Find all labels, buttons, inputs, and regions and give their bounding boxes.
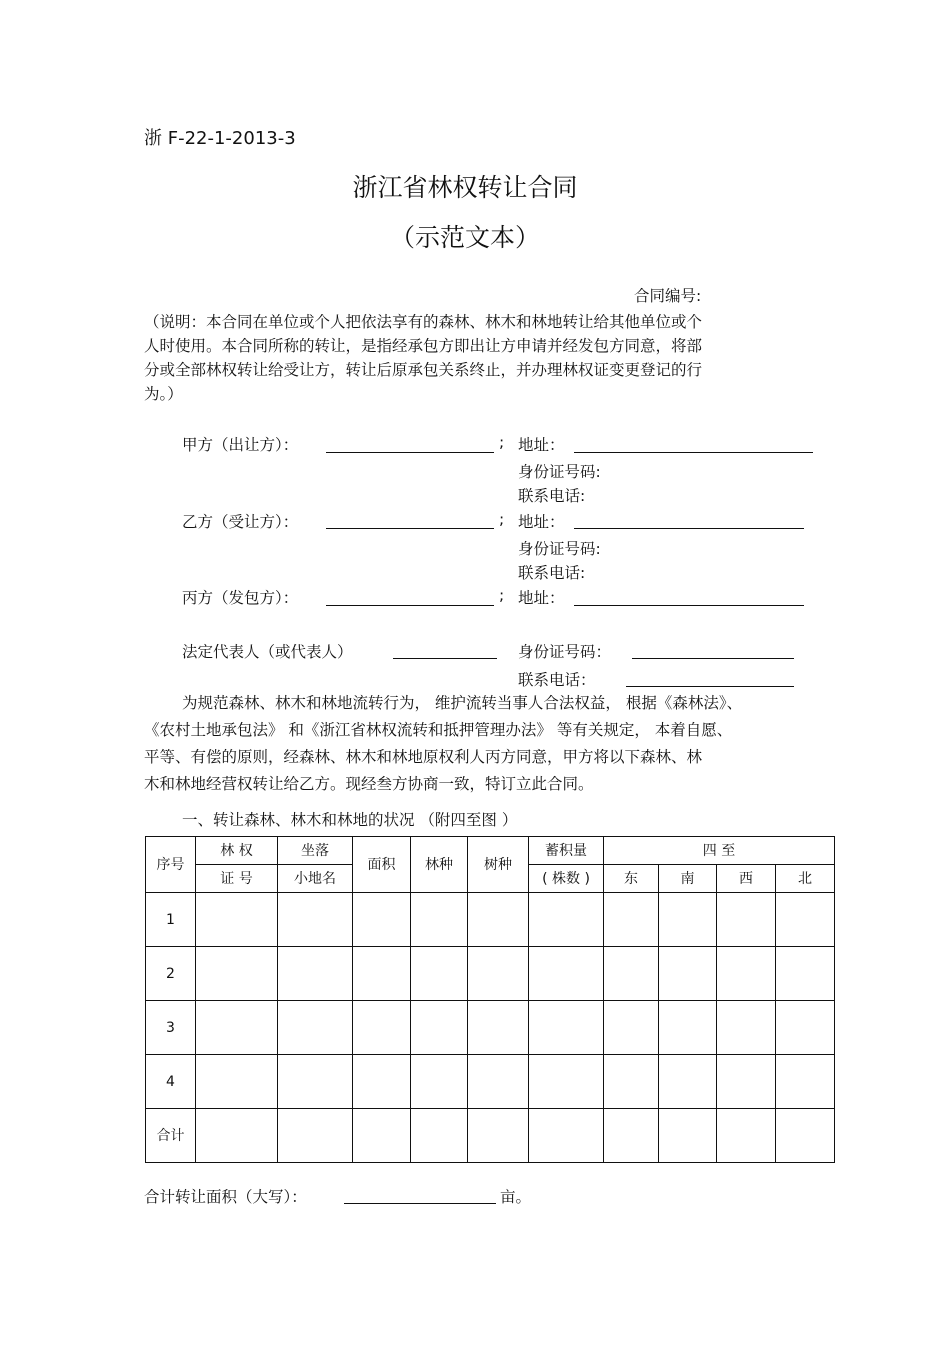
paragraph-line: 木和林地经营权转让给乙方。现经叁方协商一致，特订立此合同。 — [144, 775, 594, 793]
table-cell[interactable] — [659, 1109, 717, 1163]
total-area-field[interactable] — [344, 1203, 496, 1204]
table-cell[interactable] — [411, 947, 468, 1001]
table-cell[interactable] — [529, 1001, 604, 1055]
table-cell[interactable] — [353, 1055, 411, 1109]
table-cell[interactable] — [411, 1109, 468, 1163]
table-cell[interactable] — [411, 893, 468, 947]
header-west: 西 — [717, 865, 776, 893]
header-cert-line2: 证 号 — [196, 865, 278, 893]
legal-rep-field[interactable] — [393, 658, 497, 659]
table-cell[interactable] — [529, 1109, 604, 1163]
row-index: 2 — [146, 947, 196, 1001]
document-title: 浙江省林权转让合同 — [352, 173, 578, 202]
total-area-unit: 亩。 — [500, 1188, 532, 1206]
header-location-line2: 小地名 — [278, 865, 353, 893]
paragraph-line: 为规范森林、林木和林地流转行为， 维护流转当事人合法权益， 根据《森林法》、 — [182, 694, 743, 712]
table-cell[interactable] — [353, 893, 411, 947]
table-cell[interactable] — [604, 1109, 659, 1163]
table-cell[interactable] — [776, 1109, 835, 1163]
header-north: 北 — [776, 865, 835, 893]
table-cell[interactable] — [353, 1001, 411, 1055]
header-location-line1: 坐落 — [278, 837, 353, 865]
table-row — [146, 1055, 835, 1109]
row-index: 3 — [146, 1001, 196, 1055]
table-cell[interactable] — [776, 893, 835, 947]
table-cell[interactable] — [717, 1109, 776, 1163]
table-cell[interactable] — [468, 947, 529, 1001]
table-cell[interactable] — [529, 1055, 604, 1109]
party-a-id-label: 身份证号码: — [518, 463, 601, 481]
header-south: 南 — [659, 865, 717, 893]
table-cell[interactable] — [468, 1001, 529, 1055]
table-cell[interactable] — [659, 947, 717, 1001]
table-cell[interactable] — [776, 947, 835, 1001]
total-area-label: 合计转让面积（大写）： — [144, 1188, 307, 1206]
table-cell[interactable] — [278, 947, 353, 1001]
document-code: 浙 F-22-1-2013-3 — [144, 128, 296, 149]
header-seq: 序号 — [146, 837, 196, 893]
party-c-label: 丙方（发包方）： — [182, 589, 299, 607]
party-b-name-field[interactable] — [326, 528, 494, 529]
table-cell[interactable] — [604, 893, 659, 947]
paragraph-line: 《农村土地承包法》 和《浙江省林权流转和抵押管理办法》 等有关规定， 本着自愿、 — [144, 721, 733, 739]
party-b-address-label: 地址： — [518, 513, 565, 531]
forest-status-table — [145, 836, 835, 1163]
header-cert-line1: 林 权 — [196, 837, 278, 865]
table-cell[interactable] — [659, 893, 717, 947]
legal-rep-label: 法定代表人（或代表人） — [182, 643, 353, 661]
table-cell[interactable] — [659, 1001, 717, 1055]
party-a-label: 甲方（出让方）： — [182, 436, 299, 454]
table-cell[interactable] — [659, 1055, 717, 1109]
header-volume-line2: ( 株数 ) — [529, 865, 604, 893]
header-area: 面积 — [353, 837, 411, 893]
explanation-note — [144, 310, 794, 406]
table-cell[interactable] — [196, 1055, 278, 1109]
table-row — [146, 1001, 835, 1055]
table-cell[interactable] — [196, 893, 278, 947]
document-subtitle: （示范文本） — [389, 223, 540, 252]
table-cell[interactable] — [529, 947, 604, 1001]
note-line: （说明：本合同在单位或个人把依法享有的森林、林木和林地转让给其他单位或个 — [144, 313, 703, 331]
table-row — [146, 947, 835, 1001]
party-c-name-field[interactable] — [326, 605, 494, 606]
legal-rep-phone-label: 联系电话： — [518, 671, 596, 689]
note-line: 人时使用。本合同所称的转让，是指经承包方即出让方申请并经发包方同意，将部 — [144, 337, 703, 355]
table-row — [146, 893, 835, 947]
party-c-address-label: 地址： — [518, 589, 565, 607]
legal-rep-id-label: 身份证号码： — [518, 643, 612, 661]
table-cell[interactable] — [196, 947, 278, 1001]
table-cell[interactable] — [278, 893, 353, 947]
table-row-total — [146, 1109, 835, 1163]
table-cell[interactable] — [411, 1001, 468, 1055]
table-cell[interactable] — [353, 1109, 411, 1163]
party-a-address-label: 地址： — [518, 436, 565, 454]
party-a-address-field[interactable] — [574, 452, 813, 453]
table-cell[interactable] — [468, 1055, 529, 1109]
table-cell[interactable] — [196, 1001, 278, 1055]
table-cell[interactable] — [468, 893, 529, 947]
party-b-address-field[interactable] — [574, 528, 804, 529]
party-a-phone-label: 联系电话: — [518, 487, 586, 505]
table-cell[interactable] — [278, 1001, 353, 1055]
legal-rep-phone-field[interactable] — [626, 686, 794, 687]
header-volume-line1: 蓄积量 — [529, 837, 604, 865]
table-cell[interactable] — [468, 1109, 529, 1163]
row-index: 合计 — [146, 1109, 196, 1163]
table-cell[interactable] — [604, 947, 659, 1001]
row-index: 1 — [146, 893, 196, 947]
party-b-id-label: 身份证号码: — [518, 540, 601, 558]
party-b-phone-label: 联系电话: — [518, 564, 586, 582]
preamble-paragraph — [144, 690, 844, 798]
header-boundaries: 四 至 — [604, 837, 835, 865]
section-1-heading: 一、转让森林、林木和林地的状况 （附四至图 ） — [182, 811, 518, 829]
table-cell[interactable] — [278, 1109, 353, 1163]
table-cell[interactable] — [604, 1055, 659, 1109]
party-b-label: 乙方（受让方）： — [182, 513, 299, 531]
table-cell[interactable] — [278, 1055, 353, 1109]
legal-rep-id-field[interactable] — [632, 658, 794, 659]
row-index: 4 — [146, 1055, 196, 1109]
paragraph-line: 平等、有偿的原则，经森林、林木和林地原权利人丙方同意，甲方将以下森林、林 — [144, 748, 703, 766]
note-line: 分或全部林权转让给受让方，转让后原承包关系终止，并办理林权证变更登记的行 — [144, 361, 703, 379]
contract-number-label: 合同编号: — [634, 287, 702, 305]
note-line: 为。） — [144, 385, 183, 403]
header-forest-type: 林种 — [411, 837, 468, 893]
table-cell[interactable] — [776, 1055, 835, 1109]
separator: ; — [499, 510, 505, 528]
party-c-address-field[interactable] — [574, 605, 804, 606]
party-a-name-field[interactable] — [326, 452, 494, 453]
separator: ; — [499, 433, 505, 451]
table-cell[interactable] — [411, 1055, 468, 1109]
table-cell[interactable] — [604, 1001, 659, 1055]
separator: ; — [499, 586, 505, 604]
header-east: 东 — [604, 865, 659, 893]
table-cell[interactable] — [717, 947, 776, 1001]
table-cell[interactable] — [776, 1001, 835, 1055]
table-cell[interactable] — [529, 893, 604, 947]
table-cell[interactable] — [717, 1055, 776, 1109]
table-cell[interactable] — [196, 1109, 278, 1163]
table-cell[interactable] — [717, 1001, 776, 1055]
table-cell[interactable] — [717, 893, 776, 947]
table-cell[interactable] — [353, 947, 411, 1001]
header-tree-type: 树种 — [468, 837, 529, 893]
